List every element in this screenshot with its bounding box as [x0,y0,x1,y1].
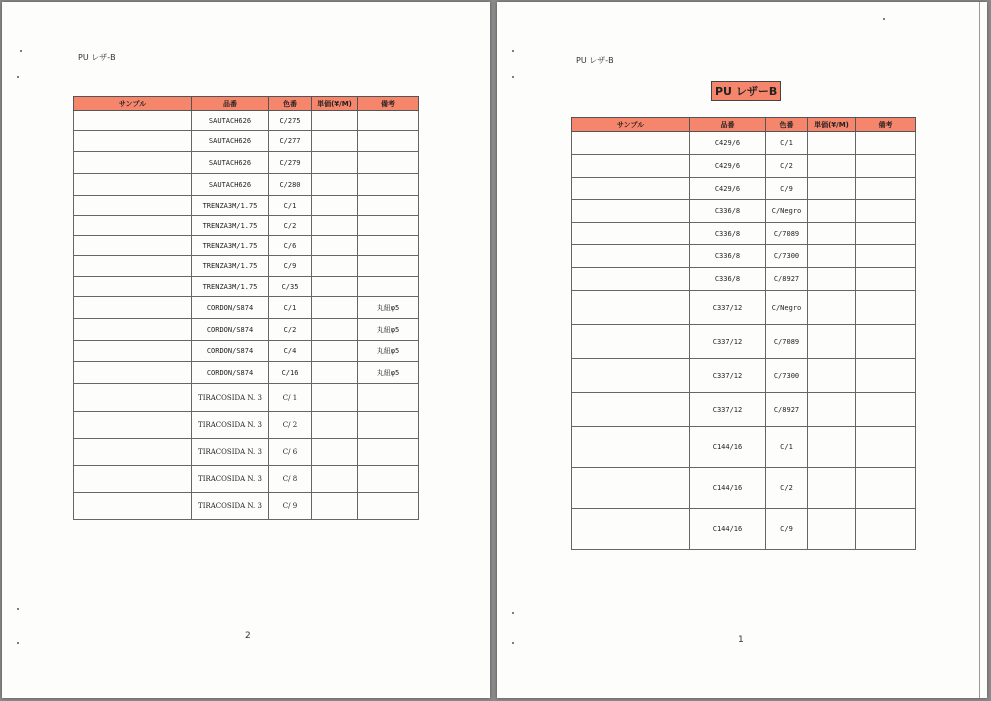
product-code-cell: SAUTACH626 [192,174,269,196]
color-code-cell: C/2 [269,319,312,341]
unit-price-cell [808,291,856,325]
scan-speck [512,50,514,52]
unit-price-cell [808,178,856,200]
product-code-cell: SAUTACH626 [192,131,269,152]
unit-price-cell [312,277,358,297]
color-code-cell: C/2 [766,468,808,509]
notes-cell [358,384,419,412]
table-row [572,155,916,178]
color-code-cell: C/2 [269,216,312,236]
product-code-cell: SAUTACH626 [192,111,269,131]
sample-cell [74,319,192,341]
product-code-cell: C144/16 [690,468,766,509]
table-row [74,319,419,341]
table-row [572,468,916,509]
unit-price-cell [312,341,358,362]
unit-price-cell [808,325,856,359]
scan-speck [883,18,885,20]
notes-cell: 丸紐φ5 [358,362,419,384]
sample-cell [572,178,690,200]
notes-cell [856,427,916,468]
notes-cell [856,359,916,393]
notes-cell [856,509,916,550]
unit-price-cell [312,131,358,152]
color-code-cell: C/280 [269,174,312,196]
unit-price-cell [312,384,358,412]
page-header: PU レザ-B [576,56,614,65]
col-header-notes: 備考 [358,97,419,111]
table-row [74,131,419,152]
color-code-cell: C/1 [766,427,808,468]
scan-speck [512,642,514,644]
col-header-code: 品番 [690,118,766,132]
sample-cell [572,245,690,268]
notes-cell [358,131,419,152]
unit-price-cell [312,466,358,493]
scan-speck [512,76,514,78]
notes-cell [856,155,916,178]
notes-cell: 丸紐φ5 [358,341,419,362]
color-code-cell: C/277 [269,131,312,152]
sample-cell [74,493,192,520]
table-row [74,493,419,520]
notes-cell [856,223,916,245]
col-header-price: 単価(¥/M) [312,97,358,111]
color-code-cell: C/1 [269,196,312,216]
table-row [74,412,419,439]
sample-cell [74,256,192,277]
color-code-cell: C/7300 [766,245,808,268]
color-code-cell: C/6 [269,236,312,256]
color-code-cell: C/8927 [766,393,808,427]
product-code-cell: C429/6 [690,132,766,155]
table-row [572,132,916,155]
sample-cell [572,291,690,325]
unit-price-cell [312,412,358,439]
sample-table-right [571,117,916,550]
product-code-cell: C336/8 [690,245,766,268]
unit-price-cell [808,509,856,550]
col-header-sample: サンプル [74,97,192,111]
product-code-cell: TIRACOSIDA N. 3 [192,439,269,466]
table-row [74,256,419,277]
color-code-cell: C/7300 [766,359,808,393]
sample-cell [572,223,690,245]
scan-speck [17,608,19,610]
sample-cell [74,466,192,493]
notes-cell [856,393,916,427]
color-code-cell: C/9 [269,256,312,277]
product-code-cell: C429/6 [690,155,766,178]
product-code-cell: CORDON/S874 [192,362,269,384]
unit-price-cell [808,155,856,178]
table-row [74,236,419,256]
scan-speck [17,642,19,644]
notes-cell [358,196,419,216]
scan-speck [512,612,514,614]
color-code-cell: C/8927 [766,268,808,291]
product-code-cell: TRENZA3M/1.75 [192,236,269,256]
page-edge-line [979,2,980,698]
unit-price-cell [312,297,358,319]
sample-cell [74,277,192,297]
table-row [74,297,419,319]
unit-price-cell [312,216,358,236]
table-row [74,196,419,216]
table-row [74,174,419,196]
col-header-code: 品番 [192,97,269,111]
table-row [74,152,419,174]
product-code-cell: C336/8 [690,268,766,291]
sample-cell [572,325,690,359]
unit-price-cell [312,439,358,466]
color-code-cell: C/ 1 [269,384,312,412]
unit-price-cell [312,196,358,216]
scan-speck [17,76,19,78]
table-row [74,216,419,236]
color-code-cell: C/2 [766,155,808,178]
table-row [572,245,916,268]
product-code-cell: C337/12 [690,359,766,393]
table-header-row [572,118,916,132]
sample-cell [74,362,192,384]
notes-cell [856,268,916,291]
unit-price-cell [312,256,358,277]
color-code-cell: C/Negro [766,291,808,325]
product-code-cell: TRENZA3M/1.75 [192,196,269,216]
sample-cell [74,216,192,236]
unit-price-cell [808,393,856,427]
table-row [74,466,419,493]
color-code-cell: C/1 [766,132,808,155]
product-code-cell: CORDON/S874 [192,341,269,362]
table-row [572,200,916,223]
unit-price-cell [808,132,856,155]
sample-cell [74,174,192,196]
col-header-notes: 備考 [856,118,916,132]
col-header-color: 色番 [269,97,312,111]
notes-cell [358,493,419,520]
col-header-sample: サンプル [572,118,690,132]
notes-cell [358,439,419,466]
col-header-color: 色番 [766,118,808,132]
color-code-cell: C/275 [269,111,312,131]
color-code-cell: C/1 [269,297,312,319]
notes-cell [856,468,916,509]
sample-cell [74,111,192,131]
sample-cell [572,468,690,509]
product-code-cell: SAUTACH626 [192,152,269,174]
product-code-cell: TIRACOSIDA N. 3 [192,384,269,412]
color-code-cell: C/7089 [766,325,808,359]
product-code-cell: TIRACOSIDA N. 3 [192,412,269,439]
unit-price-cell [808,200,856,223]
notes-cell [856,178,916,200]
notes-cell [856,132,916,155]
sample-cell [74,384,192,412]
unit-price-cell [808,223,856,245]
table-row [74,384,419,412]
sample-cell [572,509,690,550]
product-code-cell: TRENZA3M/1.75 [192,256,269,277]
notes-cell [358,111,419,131]
sample-cell [74,297,192,319]
sample-cell [74,341,192,362]
color-code-cell: C/Negro [766,200,808,223]
notes-cell [856,291,916,325]
unit-price-cell [312,236,358,256]
unit-price-cell [312,152,358,174]
notes-cell [358,152,419,174]
sample-table-left [73,96,419,520]
color-code-cell: C/ 9 [269,493,312,520]
color-code-cell: C/7089 [766,223,808,245]
unit-price-cell [808,245,856,268]
notes-cell [856,245,916,268]
catalog-title: PU レザーB [711,81,781,101]
color-code-cell: C/9 [766,178,808,200]
sample-cell [572,393,690,427]
sample-cell [74,152,192,174]
sample-cell [572,155,690,178]
unit-price-cell [312,362,358,384]
notes-cell: 丸紐φ5 [358,297,419,319]
table-row [572,427,916,468]
notes-cell [358,277,419,297]
table-row [572,223,916,245]
table-row [572,359,916,393]
table-row [572,178,916,200]
page-number: 1 [738,635,744,645]
table-row [572,393,916,427]
notes-cell [358,412,419,439]
page-header: PU レザ-B [78,53,116,62]
product-code-cell: TIRACOSIDA N. 3 [192,466,269,493]
product-code-cell: CORDON/S874 [192,319,269,341]
table-header-row [74,97,419,111]
color-code-cell: C/ 6 [269,439,312,466]
sample-cell [572,200,690,223]
product-code-cell: CORDON/S874 [192,297,269,319]
product-code-cell: TIRACOSIDA N. 3 [192,493,269,520]
product-code-cell: C336/8 [690,200,766,223]
table-row [572,268,916,291]
color-code-cell: C/ 2 [269,412,312,439]
table-row [572,325,916,359]
sample-cell [572,427,690,468]
sample-cell [74,196,192,216]
color-code-cell: C/ 8 [269,466,312,493]
notes-cell [358,174,419,196]
product-code-cell: TRENZA3M/1.75 [192,277,269,297]
unit-price-cell [312,319,358,341]
product-code-cell: C144/16 [690,509,766,550]
product-code-cell: C337/12 [690,291,766,325]
notes-cell [856,325,916,359]
table-row [74,362,419,384]
notes-cell [358,216,419,236]
unit-price-cell [808,468,856,509]
product-code-cell: C144/16 [690,427,766,468]
color-code-cell: C/35 [269,277,312,297]
sample-cell [572,132,690,155]
unit-price-cell [808,359,856,393]
notes-cell [856,200,916,223]
table-row [74,341,419,362]
unit-price-cell [808,427,856,468]
product-code-cell: C429/6 [690,178,766,200]
unit-price-cell [312,493,358,520]
table-row [572,291,916,325]
sample-cell [74,412,192,439]
notes-cell: 丸紐φ5 [358,319,419,341]
notes-cell [358,256,419,277]
product-code-cell: C337/12 [690,393,766,427]
unit-price-cell [808,268,856,291]
table-row [74,111,419,131]
color-code-cell: C/279 [269,152,312,174]
product-code-cell: C337/12 [690,325,766,359]
scan-speck [20,50,22,52]
sample-cell [572,268,690,291]
product-code-cell: TRENZA3M/1.75 [192,216,269,236]
table-row [572,509,916,550]
product-code-cell: C336/8 [690,223,766,245]
color-code-cell: C/9 [766,509,808,550]
notes-cell [358,466,419,493]
sample-cell [74,439,192,466]
notes-cell [358,236,419,256]
page-number: 2 [245,631,251,641]
sample-cell [74,236,192,256]
table-row [74,277,419,297]
color-code-cell: C/16 [269,362,312,384]
sample-cell [572,359,690,393]
col-header-price: 単価(¥/M) [808,118,856,132]
unit-price-cell [312,174,358,196]
color-code-cell: C/4 [269,341,312,362]
unit-price-cell [312,111,358,131]
sample-cell [74,131,192,152]
table-row [74,439,419,466]
